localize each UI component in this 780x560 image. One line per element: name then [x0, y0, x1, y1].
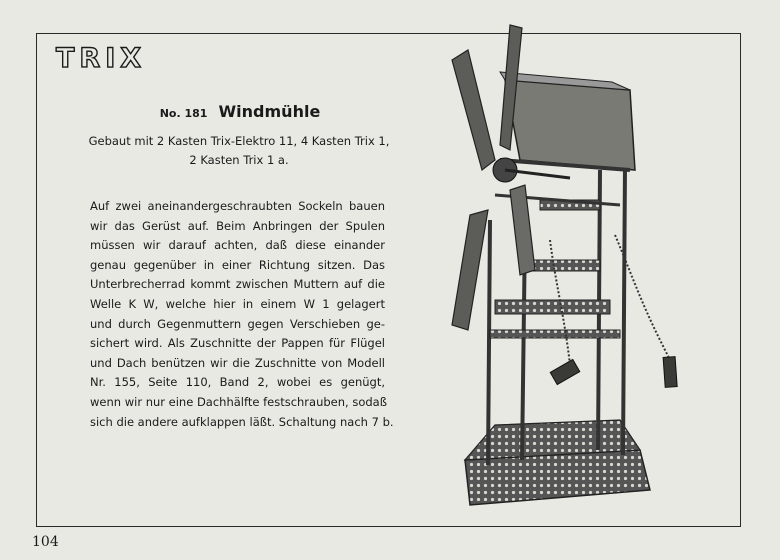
instructions-line: sichert wird. Als Zuschnitte der Pappen für Flügel — [90, 336, 385, 351]
kit-requirements-line: Gebaut mit 2 Kasten Trix-Elektro 11, 4 Kasten Trix 1, — [88, 134, 390, 148]
brand-logo: TRIX — [56, 43, 147, 74]
instructions-paragraph — [90, 197, 394, 432]
kit-requirements-line: 2 Kasten Trix 1 a. — [189, 153, 289, 167]
instructions-line: wir das Gerüst auf. Beim Anbringen der Spulen — [90, 218, 385, 233]
instructions-line: wenn wir nur eine Dachhälfte festschrauben, sodaß — [90, 394, 387, 409]
page-number: 104 — [32, 534, 59, 550]
kit-requirements — [84, 132, 394, 170]
windmill-model-photo — [440, 20, 680, 530]
instructions-line: Auf zwei aneinandergeschraubten Sockeln bauen — [90, 199, 385, 213]
instructions-line: Nr. 155, Seite 110, Band 2, wobei es genügt, — [90, 375, 385, 390]
model-title: Windmühle — [218, 102, 321, 121]
instructions-line: sich die andere aufklappen läßt. Schaltung nach 7 b. — [90, 414, 394, 429]
instructions-line: müssen wir darauf achten, daß diese einander — [90, 238, 385, 253]
instructions-line: Welle K W, welche hier in einem W 1 gelagert — [90, 296, 385, 311]
model-heading — [90, 102, 390, 121]
model-number: No. 181 — [159, 107, 208, 120]
instructions-line: Unterbrecherrad kommt zwischen Muttern auf die — [90, 277, 385, 292]
instructions-line: genau gegenüber in einer Richtung sitzen. Das — [90, 257, 385, 272]
instructions-line: und Dach benützen wir die Zuschnitte von Modell — [90, 355, 385, 370]
instructions-line: und durch Gegenmuttern gegen Verschieben ge- — [90, 316, 385, 331]
